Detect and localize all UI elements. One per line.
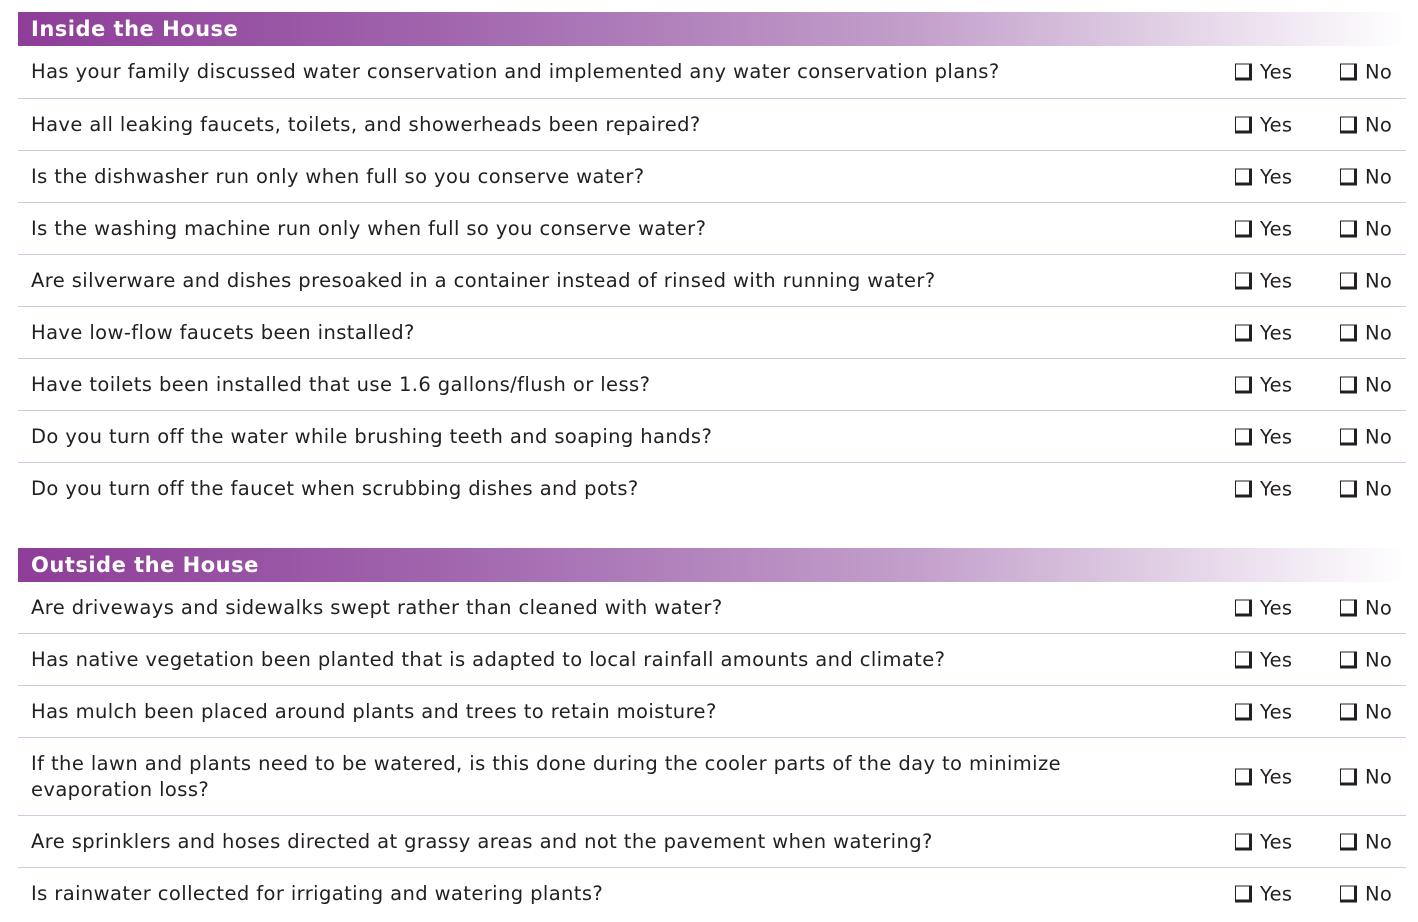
inside-section-title: Inside the House bbox=[18, 12, 1406, 46]
no-checkbox[interactable] bbox=[1340, 113, 1392, 136]
yes-checkbox[interactable] bbox=[1235, 883, 1292, 906]
question-text: Have low-flow faucets been installed? bbox=[31, 320, 415, 344]
yes-checkbox[interactable] bbox=[1235, 830, 1292, 853]
no-label: No bbox=[1365, 373, 1393, 396]
checkbox-icon[interactable] bbox=[1340, 886, 1357, 903]
question-text: Have toilets been installed that use 1.6 gallons/flush or less? bbox=[31, 372, 651, 396]
checkbox-icon[interactable] bbox=[1235, 428, 1252, 445]
checkbox-icon[interactable] bbox=[1340, 376, 1357, 393]
checkbox-icon[interactable] bbox=[1235, 324, 1252, 341]
checkbox-icon[interactable] bbox=[1235, 481, 1252, 498]
question-text: Do you turn off the faucet when scrubbing dishes and pots? bbox=[31, 477, 639, 500]
yes-checkbox[interactable] bbox=[1235, 269, 1292, 292]
no-checkbox[interactable] bbox=[1340, 883, 1392, 906]
yes-label: Yes bbox=[1260, 60, 1293, 84]
checkbox-icon[interactable] bbox=[1235, 272, 1252, 289]
outside-section bbox=[18, 548, 1406, 920]
question-row bbox=[18, 203, 1406, 255]
yes-checkbox[interactable] bbox=[1235, 648, 1292, 671]
yes-label: Yes bbox=[1260, 830, 1293, 853]
yes-label: Yes bbox=[1260, 700, 1293, 723]
no-checkbox[interactable] bbox=[1340, 425, 1392, 448]
yes-checkbox[interactable] bbox=[1235, 321, 1292, 344]
yes-label: Yes bbox=[1260, 165, 1293, 188]
yes-label: Yes bbox=[1260, 113, 1293, 136]
question-row bbox=[18, 463, 1406, 515]
question-text: Are silverware and dishes presoaked in a container instead of rinsed with running water? bbox=[31, 268, 936, 292]
question-row bbox=[18, 307, 1406, 359]
yes-label: Yes bbox=[1260, 269, 1293, 292]
checkbox-icon[interactable] bbox=[1235, 651, 1252, 668]
yes-checkbox[interactable] bbox=[1235, 478, 1292, 501]
checkbox-icon[interactable] bbox=[1235, 599, 1252, 616]
yes-checkbox[interactable] bbox=[1235, 113, 1292, 136]
yes-label: Yes bbox=[1260, 765, 1293, 788]
no-label: No bbox=[1365, 700, 1393, 723]
checkbox-icon[interactable] bbox=[1340, 64, 1357, 81]
checkbox-icon[interactable] bbox=[1340, 768, 1357, 785]
checkbox-icon[interactable] bbox=[1340, 116, 1357, 133]
checkbox-icon[interactable] bbox=[1235, 116, 1252, 133]
checkbox-icon[interactable] bbox=[1235, 703, 1252, 720]
no-label: No bbox=[1365, 477, 1393, 501]
no-checkbox[interactable] bbox=[1340, 765, 1392, 788]
question-row bbox=[18, 99, 1406, 151]
checkbox-icon[interactable] bbox=[1340, 168, 1357, 185]
yes-checkbox[interactable] bbox=[1235, 217, 1292, 240]
no-label: No bbox=[1365, 830, 1393, 853]
no-label: No bbox=[1365, 596, 1393, 619]
checkbox-icon[interactable] bbox=[1340, 599, 1357, 616]
question-text: Are sprinklers and hoses directed at grassy areas and not the pavement when watering? bbox=[31, 829, 933, 853]
yes-label: Yes bbox=[1260, 425, 1293, 448]
no-label: No bbox=[1365, 882, 1393, 906]
yes-label: Yes bbox=[1260, 373, 1293, 396]
yes-checkbox[interactable] bbox=[1235, 596, 1292, 619]
no-checkbox[interactable] bbox=[1340, 61, 1392, 84]
checkbox-icon[interactable] bbox=[1340, 428, 1357, 445]
yes-checkbox[interactable] bbox=[1235, 765, 1292, 788]
checkbox-icon[interactable] bbox=[1340, 324, 1357, 341]
checkbox-icon[interactable] bbox=[1340, 220, 1357, 237]
inside-section bbox=[18, 12, 1406, 515]
question-text: Do you turn off the water while brushing teeth and soaping hands? bbox=[31, 424, 713, 448]
yes-checkbox[interactable] bbox=[1235, 165, 1292, 188]
question-text: Are driveways and sidewalks swept rather than cleaned with water? bbox=[31, 595, 723, 619]
question-text: Have all leaking faucets, toilets, and showerheads been repaired? bbox=[31, 112, 701, 136]
yes-label: Yes bbox=[1260, 648, 1293, 671]
checkbox-icon[interactable] bbox=[1235, 376, 1252, 393]
no-checkbox[interactable] bbox=[1340, 373, 1392, 396]
no-checkbox[interactable] bbox=[1340, 165, 1392, 188]
no-checkbox[interactable] bbox=[1340, 269, 1392, 292]
no-label: No bbox=[1365, 321, 1393, 344]
no-label: No bbox=[1365, 165, 1393, 188]
question-row bbox=[18, 738, 1406, 816]
checkbox-icon[interactable] bbox=[1340, 703, 1357, 720]
checkbox-icon[interactable] bbox=[1340, 481, 1357, 498]
no-checkbox[interactable] bbox=[1340, 217, 1392, 240]
checkbox-icon[interactable] bbox=[1235, 168, 1252, 185]
checkbox-icon[interactable] bbox=[1235, 768, 1252, 785]
checkbox-icon[interactable] bbox=[1235, 220, 1252, 237]
yes-checkbox[interactable] bbox=[1235, 700, 1292, 723]
question-row bbox=[18, 411, 1406, 463]
question-text: Is the dishwasher run only when full so you conserve water? bbox=[31, 164, 645, 188]
no-label: No bbox=[1365, 217, 1393, 240]
no-label: No bbox=[1365, 425, 1393, 448]
no-checkbox[interactable] bbox=[1340, 321, 1392, 344]
question-row bbox=[18, 634, 1406, 686]
no-checkbox[interactable] bbox=[1340, 648, 1392, 671]
no-checkbox[interactable] bbox=[1340, 596, 1392, 619]
yes-label: Yes bbox=[1260, 321, 1293, 344]
question-text: If the lawn and plants need to be watered, is this done during the cooler parts of the day to minimize evaporation loss? bbox=[31, 751, 1062, 801]
yes-label: Yes bbox=[1260, 882, 1293, 906]
yes-label: Yes bbox=[1260, 596, 1293, 619]
question-text: Has native vegetation been planted that is adapted to local rainfall amounts and climate? bbox=[31, 647, 946, 671]
checkbox-icon[interactable] bbox=[1340, 272, 1357, 289]
question-text: Is the washing machine run only when full so you conserve water? bbox=[31, 216, 707, 240]
no-checkbox[interactable] bbox=[1340, 830, 1392, 853]
no-label: No bbox=[1365, 765, 1393, 788]
yes-checkbox[interactable] bbox=[1235, 425, 1292, 448]
question-row bbox=[18, 151, 1406, 203]
checkbox-icon[interactable] bbox=[1235, 833, 1252, 850]
no-label: No bbox=[1365, 648, 1393, 671]
checkbox-icon[interactable] bbox=[1340, 833, 1357, 850]
no-checkbox[interactable] bbox=[1340, 700, 1392, 723]
question-row bbox=[18, 816, 1406, 868]
question-row bbox=[18, 359, 1406, 411]
yes-label: Yes bbox=[1260, 217, 1293, 240]
checkbox-icon[interactable] bbox=[1235, 64, 1252, 81]
no-checkbox[interactable] bbox=[1340, 478, 1392, 501]
yes-checkbox[interactable] bbox=[1235, 373, 1292, 396]
question-row bbox=[18, 255, 1406, 307]
question-row bbox=[18, 686, 1406, 738]
question-row bbox=[18, 868, 1406, 920]
no-label: No bbox=[1365, 269, 1393, 292]
outside-section-title: Outside the House bbox=[18, 548, 1406, 582]
question-row bbox=[18, 46, 1406, 99]
checkbox-icon[interactable] bbox=[1340, 651, 1357, 668]
no-label: No bbox=[1365, 60, 1393, 84]
no-label: No bbox=[1365, 113, 1393, 136]
yes-label: Yes bbox=[1260, 477, 1293, 501]
question-text: Has your family discussed water conservation and implemented any water conservation plans? bbox=[31, 60, 1000, 83]
question-text: Is rainwater collected for irrigating and watering plants? bbox=[31, 882, 604, 905]
yes-checkbox[interactable] bbox=[1235, 61, 1292, 84]
question-row bbox=[18, 582, 1406, 634]
question-text: Has mulch been placed around plants and trees to retain moisture? bbox=[31, 699, 717, 723]
checkbox-icon[interactable] bbox=[1235, 886, 1252, 903]
